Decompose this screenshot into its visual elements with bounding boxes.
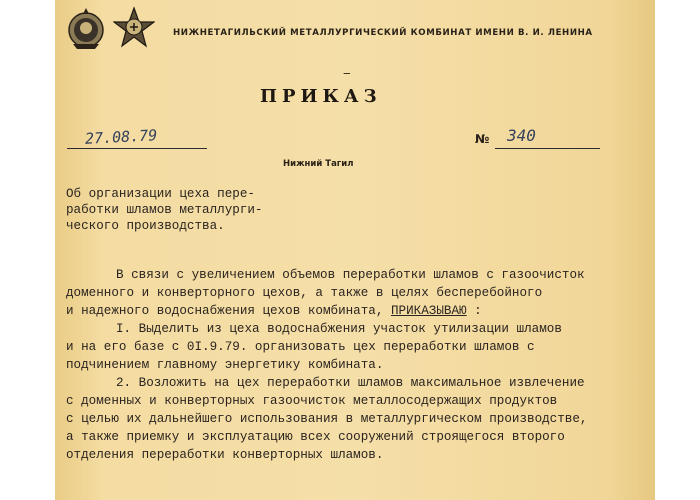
order-date: 27.08.79 [84,126,158,148]
city-name: Нижний Тагил [283,159,354,169]
body-line: В связи с увеличением объемов переработки шламов с газоочисток [116,268,585,282]
order-subject [66,186,263,234]
item-2-line: а также приемку и эксплуатацию всех сооружений строящегося второго [66,430,565,444]
item-2-line: отделения переработки конверторных шламов. [66,448,384,462]
order-of-lenin-emblem-icon [65,6,107,50]
body-line: доменного и конверторного цехов, а также в целях бесперебойного [66,286,543,300]
item-2-line: 2. Возложить на цех переработки шламов максимальное извлечение [116,376,585,390]
subject-line: ческого производства. [66,219,225,233]
body-line-text: и надежного водоснабжения цехов комбината, [66,304,384,318]
document-page [55,0,655,500]
item-1-line: подчинением главному энергетику комбината. [66,358,384,372]
organization-name: НИЖНЕТАГИЛЬСКИЙ МЕТАЛЛУРГИЧЕСКИЙ КОМБИНАТ ИМЕНИ В. И. ЛЕНИНА [173,28,593,38]
order-number-label: № [475,132,490,146]
number-underline [495,148,600,149]
item-1-line: I. Выделить из цеха водоснабжения участок утилизации шламов [116,322,562,336]
order-body [66,266,587,464]
body-line [66,302,587,320]
item-2-line: с целью их дальнейшего использования в металлургическом производстве, [66,412,588,426]
decorative-dash: ‒ [343,66,351,80]
document-title: ПРИКАЗ [260,86,382,107]
order-star-emblem-icon [113,6,155,50]
directive-colon: : [474,304,482,318]
order-number: 340 [507,126,536,145]
order-directive: ПРИКАЗЫВАЮ [390,304,467,318]
subject-line: Об организации цеха пере- [66,187,255,201]
item-2-line: с доменных и конверторных газоочисток металлосодержащих продуктов [66,394,558,408]
date-underline [67,148,207,149]
subject-line: работки шламов металлурги- [66,203,263,217]
item-1-line: и на его базе с 0I.9.79. организовать цех переработки шламов с [66,340,535,354]
